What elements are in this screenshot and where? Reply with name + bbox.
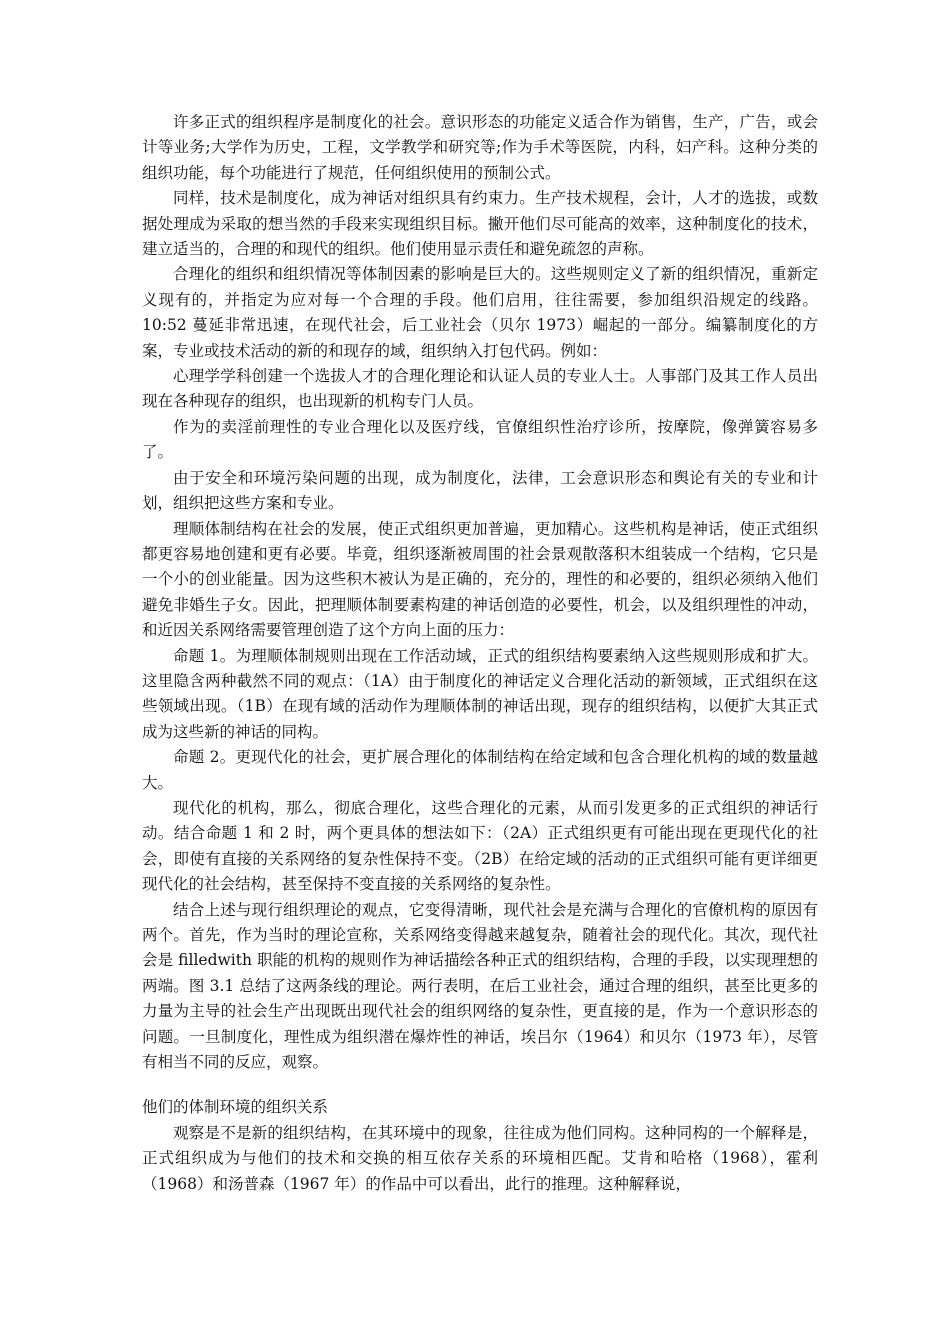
paragraph: 许多正式的组织程序是制度化的社会。意识形态的功能定义适合作为销售，生产，广告，或会计等业务;大学作为历史，工程，文学教学和研究等;作为手术等医院，内科，妇产科。这种分类的组织功能，每个功能进行了规范，任何组织使用的预制公式。 [142, 113, 818, 182]
proposition-paragraph: 命题 1。为理顺体制规则出现在工作活动域，正式的组织结构要素纳入这些规则形成和扩大。这里隐含两种截然不同的观点：（1A）由于制度化的神话定义合理化活动的新领域，正式组织在这些领域出现。（1B）在现有域的活动作为理顺体制的神话出现，现存的组织结构，以便扩大其正式成为这些新的神话的同构。 [142, 646, 818, 741]
document-page [142, 110, 818, 1197]
paragraph: 结合上述与现行组织理论的观点，它变得清晰，现代社会是充满与合理化的官僚机构的原因有两个。首先，作为当时的理论宣称，关系网络变得越来越复杂，随着社会的现代化。其次，现代社会是 filledwith 职能的机构的规则作为神话描绘各种正式的组织结构，合理的手段，以实现理想的两端。图 3.1 总结了这两条线的理论。两行表明，在后工业社会，通过合理的组织，甚至比更多的力量为主导的社会生产出现既出现代社会的组织网络的复杂性，更直接的是，作为一个意识形态的问题。一旦制度化，理性成为组织潜在爆炸性的神话，埃吕尔（1964）和贝尔（1973 年），尽管有相当不同的反应，观察。 [142, 900, 818, 1072]
paragraph: 由于安全和环境污染问题的出现，成为制度化，法律，工会意识形态和舆论有关的专业和计划，组织把这些方案和专业。 [142, 468, 818, 513]
proposition-paragraph: 命题 2。更现代化的社会，更扩展合理化的体制结构在给定域和包含合理化机构的域的数量越大。 [142, 748, 818, 792]
paragraph: 理顺体制结构在社会的发展，使正式组织更加普遍，更加精心。这些机构是神话，使正式组织都更容易地创建和更有必要。毕竟，组织逐渐被周围的社会景观散落积木组装成一个结构，它只是一个小的创业能量。因为这些积木被认为是正确的，充分的，理性的和必要的，组织必须纳入他们避免非婚生子女。因此，把理顺体制要素构建的神话创造的必要性，机会，以及组织理性的冲动，和近因关系网络需要管理创造了这个方向上面的压力： [142, 519, 818, 640]
paragraph: 同样，技术是制度化，成为神话对组织具有约束力。生产技术规程，会计，人才的选拔，或数据处理成为采取的想当然的手段来实现组织目标。撇开他们尽可能高的效率，这种制度化的技术，建立适当的，合理的和现代的组织。他们使用显示责任和避免疏忽的声称。 [142, 189, 818, 259]
paragraph: 合理化的组织和组织情况等体制因素的影响是巨大的。这些规则定义了新的组织情况，重新定义现有的，并指定为应对每一个合理的手段。他们启用，往往需要，参加组织沿规定的线路。10:52 蔓延非常迅速，在现代社会，后工业社会（贝尔 1973）崛起的一部分。编纂制度化的方案，专业或技术活动的新的和现存的域，组织纳入打包代码。例如： [142, 265, 818, 360]
paragraph: 作为的卖淫前理性的专业合理化以及医疗线，官僚组织性治疗诊所，按摩院，像弹簧容易多了。 [142, 417, 818, 462]
paragraph: 现代化的机构，那么，彻底合理化，这些合理化的元素，从而引发更多的正式组织的神话行动。结合命题 1 和 2 时，两个更具体的想法如下：（2A）正式组织更有可能出现在更现代化的社会，即使有直接的关系网络的复杂性保持不变。（2B）在给定域的活动的正式组织可能有更详细更现代化的社会结构，甚至保持不变直接的关系网络的复杂性。 [142, 798, 818, 894]
paragraph: 心理学学科创建一个选拔人才的合理化理论和认证人员的专业人士。人事部门及其工作人员出现在各种现存的组织，也出现新的机构专门人员。 [142, 367, 818, 411]
paragraph: 观察是不是新的组织结构，在其环境中的现象，往往成为他们同构。这种同构的一个解释是，正式组织成为与他们的技术和交换的相互依存关系的环境相匹配。艾肯和哈格（1968），霍利（1968）和汤普森（1967 年）的作品中可以看出，此行的推理。这种解释说， [142, 1123, 818, 1193]
section-heading: 他们的体制环境的组织关系 [142, 1098, 329, 1117]
